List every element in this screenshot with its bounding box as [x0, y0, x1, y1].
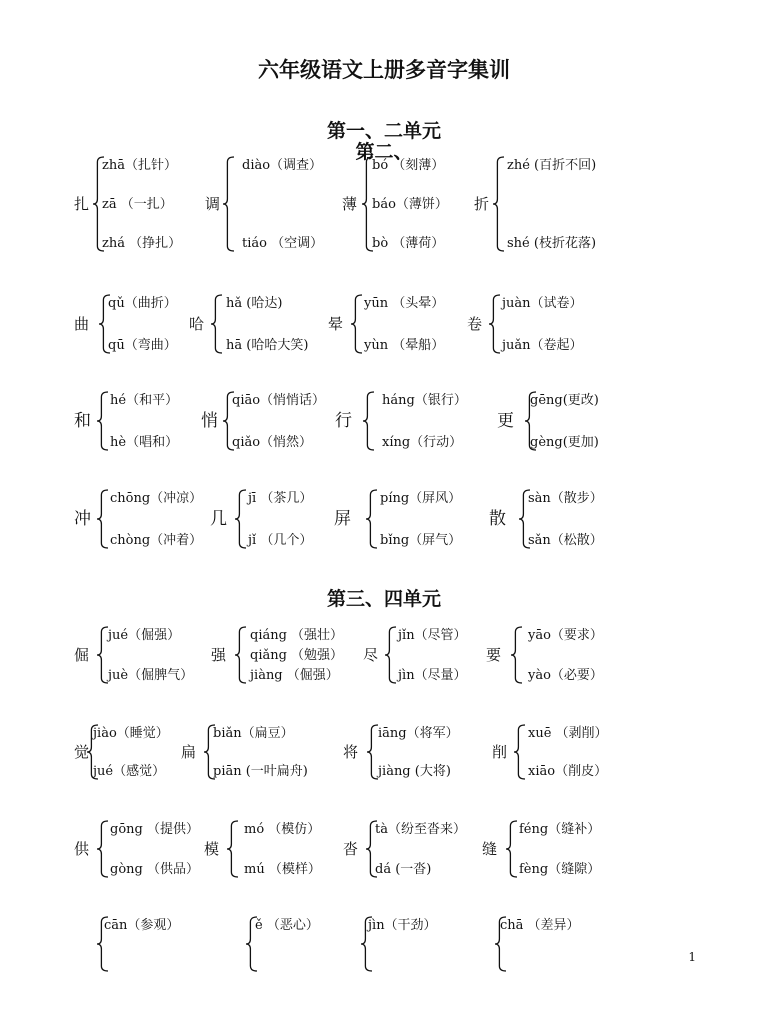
reading-item: xiāo（削皮） — [528, 764, 608, 779]
reading-item: jiàng (大将) — [378, 764, 451, 779]
curly-brace-icon — [510, 626, 522, 684]
polyphone-char: 缝 — [482, 840, 498, 858]
reading-item: jìn（尽量） — [398, 668, 467, 683]
reading-item: jué（感觉） — [93, 764, 166, 779]
curly-brace-icon — [226, 820, 238, 878]
reading-item: mú （模样） — [244, 862, 321, 877]
reading-item: gēng(更改) — [530, 393, 599, 408]
curly-brace-icon — [234, 626, 246, 684]
reading-item: jiàng （倔强） — [250, 668, 339, 683]
reading-item: gèng(更加) — [530, 435, 599, 450]
reading-item: hè（唱和） — [110, 435, 179, 450]
curly-brace-icon — [96, 626, 108, 684]
polyphone-char: 沓 — [343, 840, 359, 858]
reading-item: zhā（扎针） — [102, 158, 177, 173]
polyphone-char: 更 — [497, 411, 514, 431]
polyphone-char: 削 — [492, 743, 508, 761]
page-number: 1 — [688, 950, 696, 964]
reading-item: gòng （供品） — [110, 862, 199, 877]
reading-item: biǎn（扁豆） — [213, 726, 294, 741]
reading-item: qiāo（悄悄话） — [232, 393, 326, 408]
reading-item: háng（银行） — [382, 393, 467, 408]
curly-brace-icon — [365, 489, 377, 549]
polyphone-char: 卷 — [467, 315, 483, 333]
reading-item: qiǎo（悄然） — [232, 435, 313, 450]
reading-item: zhá （挣扎） — [102, 236, 182, 251]
section-title-units-3-4: 第三、四单元 — [326, 588, 441, 610]
polyphone-char: 晕 — [328, 315, 344, 333]
polyphone-char: 调 — [205, 195, 221, 213]
reading-item: jǐ （几个） — [248, 533, 313, 548]
polyphone-char: 屏 — [334, 509, 351, 529]
reading-item: báo（薄饼） — [372, 197, 448, 212]
section-subtitle-units-1-2: 第二、 — [355, 141, 413, 163]
reading-item: chōng（冲凉） — [110, 491, 203, 506]
polyphone-char: 供 — [74, 840, 90, 858]
reading-item: hā (哈哈大笑) — [226, 338, 309, 353]
polyphone-char: 曲 — [74, 315, 90, 333]
polyphone-char: 散 — [489, 509, 506, 529]
polyphone-char: 要 — [486, 646, 502, 664]
reading-item: yāo（要求） — [528, 628, 603, 643]
polyphone-char: 扁 — [181, 743, 197, 761]
page-title: 六年级语文上册多音字集训 — [258, 57, 510, 82]
reading-item: chā （差异） — [500, 918, 580, 933]
curly-brace-icon — [96, 820, 108, 878]
reading-item: piān (一叶扁舟) — [213, 764, 308, 779]
reading-item: féng（缝补） — [519, 822, 601, 837]
curly-brace-icon — [96, 489, 108, 549]
reading-item: jìn（干劲） — [368, 918, 437, 933]
curly-brace-icon — [488, 294, 500, 354]
reading-item: yūn （头晕） — [364, 296, 445, 311]
reading-item: qǔ（曲折） — [108, 296, 177, 311]
curly-brace-icon — [222, 156, 234, 252]
reading-item: xuē （剥削） — [528, 726, 608, 741]
polyphone-char: 和 — [74, 411, 91, 431]
polyphone-char: 模 — [204, 840, 220, 858]
reading-item: yào（必要） — [528, 668, 603, 683]
polyphone-char: 冲 — [74, 509, 91, 529]
reading-item: chòng（冲着） — [110, 533, 203, 548]
polyphone-char: 行 — [335, 411, 352, 431]
reading-item: cān（参观） — [104, 918, 180, 933]
reading-item: juè（倔脾气） — [108, 668, 194, 683]
polyphone-char: 扎 — [74, 195, 90, 213]
reading-item: juǎn（卷起） — [502, 338, 583, 353]
reading-item: shé (枝折花落) — [507, 236, 597, 251]
reading-item: qiáng （强壮） — [250, 628, 344, 643]
curly-brace-icon — [513, 724, 525, 780]
reading-item: jiào（睡觉） — [93, 726, 169, 741]
reading-item: tiáo （空调） — [242, 236, 324, 251]
curly-brace-icon — [492, 156, 504, 252]
polyphone-char: 折 — [474, 195, 490, 213]
reading-item: qū（弯曲） — [108, 338, 177, 353]
polyphone-char: 尽 — [363, 646, 379, 664]
reading-item: qiǎng （勉强） — [250, 648, 344, 663]
reading-item: ě （恶心） — [255, 918, 319, 933]
curly-brace-icon — [384, 626, 396, 684]
reading-item: jǐn（尽管） — [398, 628, 467, 643]
reading-item: bó （刻薄） — [372, 158, 445, 173]
reading-item: bǐng（屏气） — [380, 533, 462, 548]
reading-item: zhé (百折不回) — [507, 158, 597, 173]
polyphone-char: 薄 — [342, 195, 358, 213]
reading-item: bò （薄荷） — [372, 236, 445, 251]
curly-brace-icon — [96, 391, 108, 451]
curly-brace-icon — [366, 724, 378, 780]
reading-item: jī （茶几） — [248, 491, 313, 506]
curly-brace-icon — [210, 294, 222, 354]
reading-item: dá (一沓) — [375, 862, 432, 877]
reading-item: zā （一扎） — [102, 197, 173, 212]
curly-brace-icon — [505, 820, 517, 878]
reading-item: mó （模仿） — [244, 822, 321, 837]
polyphone-char: 悄 — [201, 411, 218, 431]
polyphone-char: 倔 — [74, 646, 90, 664]
polyphone-char: 哈 — [189, 315, 205, 333]
reading-item: yùn （晕船） — [364, 338, 445, 353]
reading-item: hǎ (哈达) — [226, 296, 283, 311]
reading-item: xíng（行动） — [382, 435, 463, 450]
polyphone-char: 将 — [343, 743, 359, 761]
reading-item: diào（调查） — [242, 158, 323, 173]
reading-item: iāng（将军） — [378, 726, 459, 741]
reading-item: sǎn（松散） — [528, 533, 603, 548]
section-title-units-1-2: 第一、二单元 — [326, 120, 441, 142]
curly-brace-icon — [362, 391, 374, 451]
reading-item: gōng （提供） — [110, 822, 199, 837]
reading-item: tà（纷至沓来） — [375, 822, 466, 837]
polyphone-char: 强 — [211, 646, 227, 664]
reading-item: sàn（散步） — [528, 491, 603, 506]
curly-brace-icon — [350, 294, 362, 354]
curly-brace-icon — [234, 489, 246, 549]
reading-item: fèng（缝隙） — [519, 862, 601, 877]
reading-item: jué（倔强） — [108, 628, 181, 643]
reading-item: hé（和平） — [110, 393, 179, 408]
polyphone-char: 几 — [210, 509, 227, 529]
polyphone-char: 觉 — [74, 743, 90, 761]
reading-item: juàn（试卷） — [502, 296, 583, 311]
reading-item: píng（屏风） — [380, 491, 462, 506]
